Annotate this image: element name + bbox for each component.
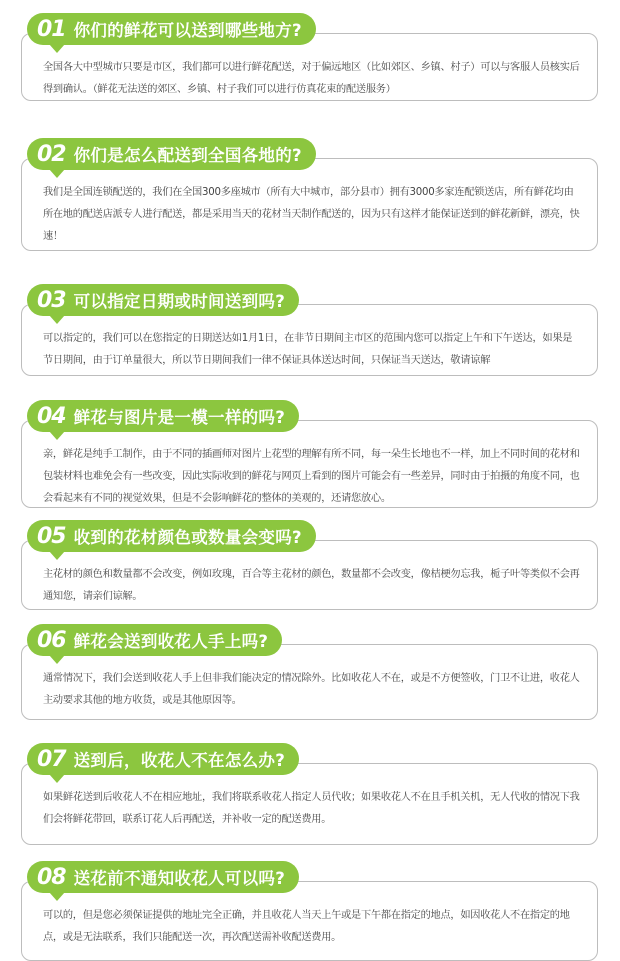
- question-text: 你们是怎么配送到全国各地的?: [73, 146, 302, 165]
- question-number: 08: [37, 864, 66, 890]
- question-text: 送花前不通知收花人可以吗?: [73, 869, 286, 888]
- answer-box: [21, 763, 598, 845]
- question-number: 04: [37, 403, 66, 429]
- answer-text: 可以的，但是您必须保证提供的地址完全正确，并且收花人当天上午或是下午都在指定的地点，如因收花人不在指定的地点，或是无法联系，我们只能配送一次，再次配送需补收配送费用。: [43, 910, 570, 943]
- question-heading: [27, 13, 316, 45]
- answer-box: [21, 881, 598, 961]
- answer-text: 全国各大中型城市只要是市区，我们都可以进行鲜花配送，对于偏远地区（比如郊区、乡镇、村子）可以与客服人员核实后得到确认。（鲜花无法送的郊区、乡镇、村子我们可以进行仿真花束的配送服务）: [43, 62, 580, 95]
- question-heading: [27, 400, 299, 432]
- answer-text: 亲，鲜花是纯手工制作，由于不同的插画师对图片上花型的理解有所不同，每一朵生长地也不一样，加上不同时间的花材和包装材料也难免会有一些改变，因此实际收到的鲜花与网页上看到的图片可能会有一些差异，同时由于拍摄的角度不同，也会看起来有不同的视觉效果，但是不会影响鲜花的整体的美观的，还请您放心。: [43, 449, 580, 504]
- answer-text: 可以指定的，我们可以在您指定的日期送达如1月1日，在非节日期间主市区的范围内您可以指定上午和下午送达，如果是节日期间，由于订单量很大，所以节日期间我们一律不保证具体送达时间，只保证当天送达，敬请谅解: [43, 333, 573, 366]
- question-heading: [27, 520, 316, 552]
- question-heading: [27, 138, 316, 170]
- answer-text: 主花材的颜色和数量都不会改变，例如玫瑰，百合等主花材的颜色，数量都不会改变，像桔梗勿忘我，栀子叶等类似不会再通知您，请亲们谅解。: [43, 569, 580, 602]
- question-number: 06: [37, 627, 66, 653]
- question-heading: [27, 284, 299, 316]
- question-number: 07: [37, 746, 66, 772]
- question-text: 送到后，收花人不在怎么办?: [73, 751, 286, 770]
- question-number: 02: [37, 141, 66, 167]
- question-number: 01: [37, 16, 66, 42]
- question-text: 收到的花材颜色或数量会变吗?: [73, 528, 302, 547]
- question-number: 05: [37, 523, 66, 549]
- question-heading: [27, 743, 299, 775]
- answer-text: 我们是全国连锁配送的，我们在全国300多座城市（所有大中城市，部分县市）拥有3000多家连配锁送店，所有鲜花均由所在地的配送店派专人进行配送，都是采用当天的花材当天制作配送的，因为只有这样才能保证送到的鲜花新鲜，漂亮，快速！: [43, 187, 580, 242]
- question-heading: [27, 861, 299, 893]
- answer-text: 如果鲜花送到后收花人不在相应地址，我们将联系收花人指定人员代收；如果收花人不在且手机关机，无人代收的情况下我们会将鲜花带回，联系订花人后再配送，并补收一定的配送费用。: [43, 792, 580, 825]
- question-text: 你们的鲜花可以送到哪些地方?: [73, 21, 302, 40]
- answer-text: 通常情况下，我们会送到收花人手上但非我们能决定的情况除外。比如收花人不在，或是不方便签收，门卫不让进，收花人主动要求其他的地方收货，或是其他原因等。: [43, 673, 580, 706]
- question-text: 可以指定日期或时间送到吗?: [73, 292, 286, 311]
- question-heading: [27, 624, 282, 656]
- question-number: 03: [37, 287, 66, 313]
- answer-box: [21, 420, 598, 508]
- question-text: 鲜花会送到收花人手上吗?: [73, 632, 269, 651]
- question-text: 鲜花与图片是一模一样的吗?: [73, 408, 286, 427]
- answer-box: [21, 158, 598, 251]
